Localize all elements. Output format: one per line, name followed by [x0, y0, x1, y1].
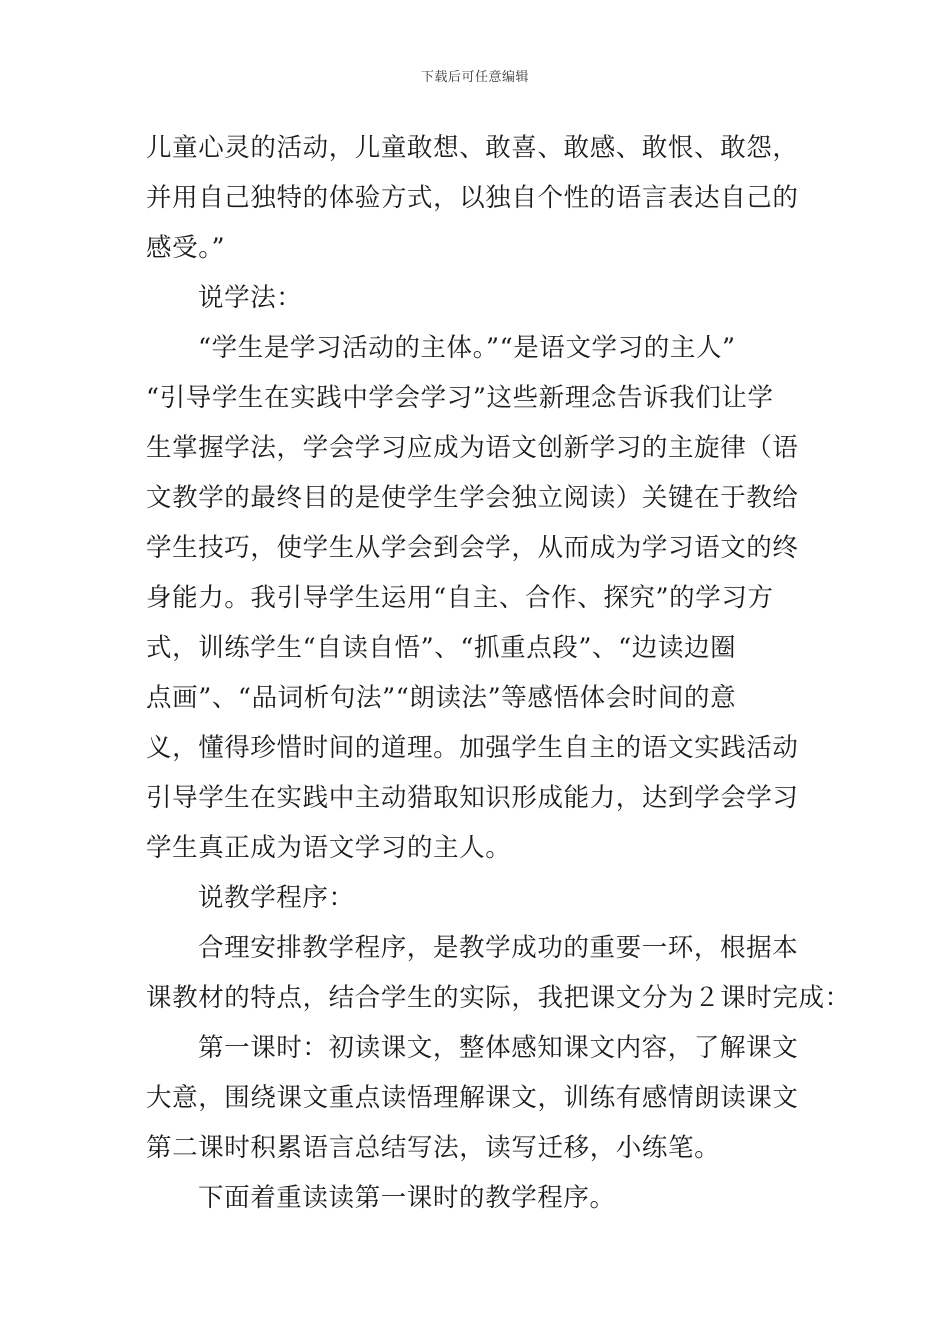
text-line: 第一课时：初读课文，整体感知课文内容，了解课文: [198, 1033, 799, 1063]
section-heading: 说学法：: [198, 283, 303, 313]
text-line: 合理安排教学程序，是教学成功的重要一环，根据本: [198, 933, 799, 963]
text-line: 引导学生在实践中主动猎取知识形成能力，达到学会学习: [146, 783, 799, 813]
text-line: 学生技巧，使学生从学会到会学，从而成为学习语文的终: [146, 533, 799, 563]
document-body: [146, 128, 851, 1228]
text-line: 生掌握学法，学会学习应成为语文创新学习的主旋律（语: [146, 433, 799, 463]
section-heading: 说教学程序：: [198, 883, 355, 913]
text-line: 大意，围绕课文重点读悟理解课文，训练有感情朗读课文: [146, 1083, 799, 1113]
text-line: 并用自己独特的体验方式，以独自个性的语言表达自己的: [146, 183, 799, 213]
text-line: 课教材的特点，结合学生的实际，我把课文分为２课时完成：: [146, 983, 851, 1013]
text-line: “引导学生在实践中学会学习”这些新理念告诉我们让学: [146, 383, 774, 413]
text-line: 儿童心灵的活动，儿童敢想、敢喜、敢感、敢恨、敢怨，: [146, 133, 799, 163]
text-line: 第二课时积累语言总结写法，读写迁移，小练笔。: [146, 1133, 721, 1163]
text-line: 学生真正成为语文学习的主人。: [146, 833, 512, 863]
text-line: 式，训练学生“自读自悟”、“抓重点段”、“边读边圈: [146, 633, 737, 663]
text-line: 点画”、“品词析句法”“朗读法”等感悟体会时间的意: [146, 683, 737, 713]
text-line: 文教学的最终目的是使学生学会独立阅读）关键在于教给: [146, 483, 799, 513]
text-line: 下面着重读读第一课时的教学程序。: [198, 1183, 616, 1213]
page-header: 下载后可任意编辑: [420, 70, 529, 85]
text-line: 感受。”: [146, 233, 226, 263]
text-line: “学生是学习活动的主体。”“是语文学习的主人”: [198, 333, 736, 363]
text-line: 义，懂得珍惜时间的道理。加强学生自主的语文实践活动: [146, 733, 799, 763]
text-line: 身能力。我引导学生运用“自主、合作、探究”的学习方: [146, 583, 774, 613]
